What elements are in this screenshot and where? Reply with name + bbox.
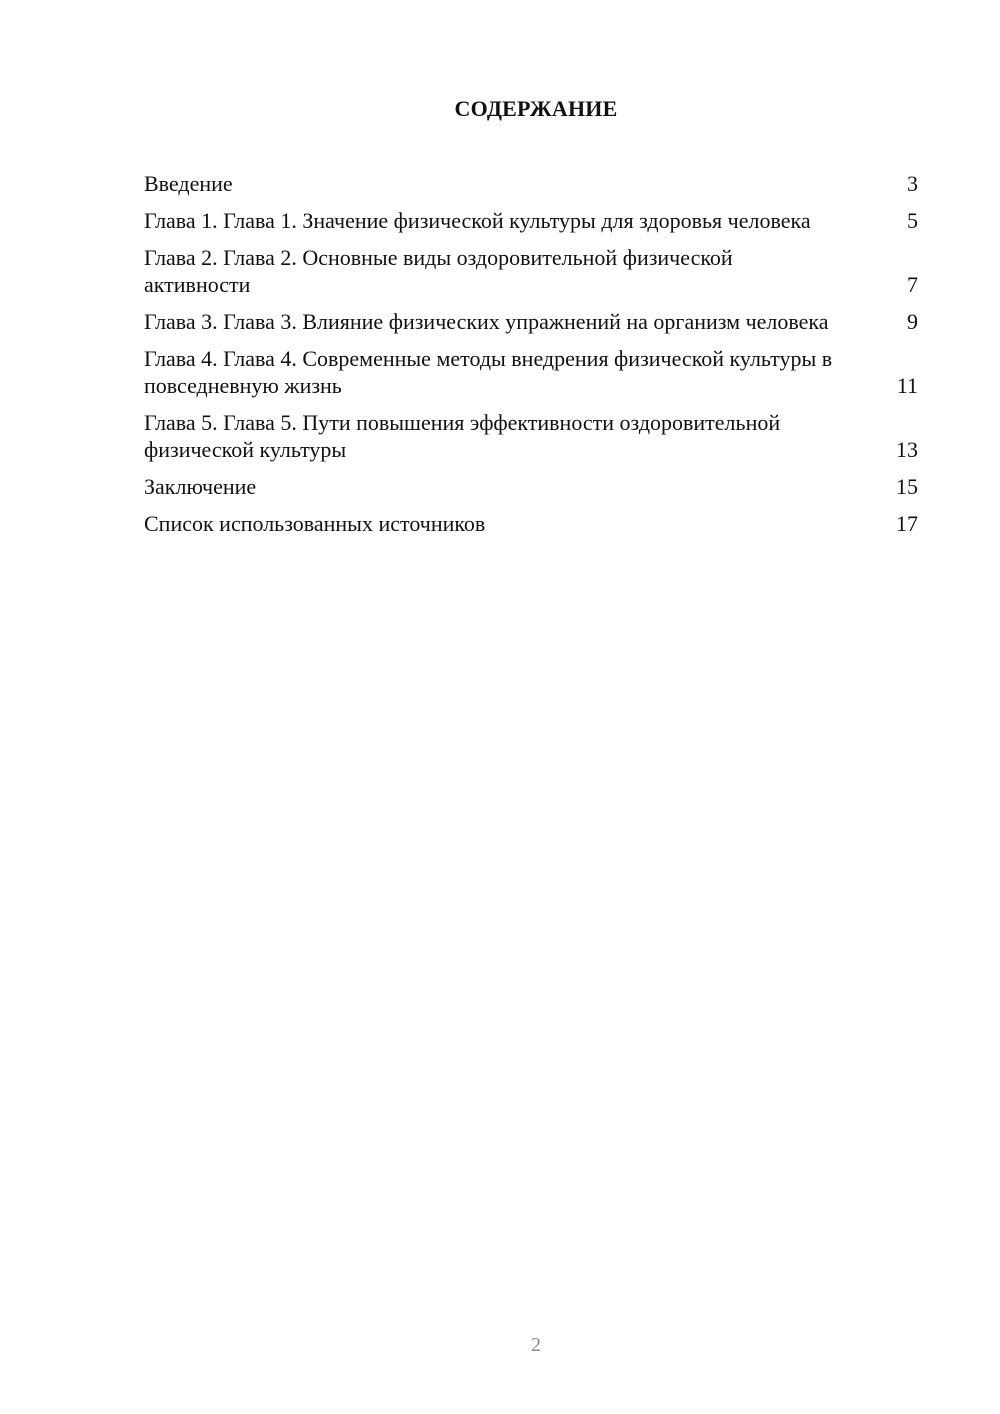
toc-entry-chapter-2 bbox=[144, 244, 918, 298]
toc-entry-page: 13 bbox=[896, 437, 918, 462]
toc-entry-introduction bbox=[144, 170, 918, 197]
toc-entry-chapter-4 bbox=[144, 345, 918, 399]
toc-entry-references bbox=[144, 510, 918, 537]
toc-entry-page: 5 bbox=[907, 208, 918, 233]
table-of-contents bbox=[144, 170, 918, 547]
toc-entry-text: Заключение bbox=[144, 474, 257, 499]
toc-entry-chapter-1 bbox=[144, 207, 918, 234]
toc-entry-text: Введение bbox=[144, 171, 233, 196]
toc-entry-text: Глава 2. Глава 2. Основные виды оздоровительной физической активности bbox=[144, 245, 733, 297]
page-number: 2 bbox=[531, 1334, 541, 1356]
toc-entry-text: Список использованных источников bbox=[144, 511, 486, 536]
toc-entry-text: Глава 5. Глава 5. Пути повышения эффективности оздоровительной физической культуры bbox=[144, 410, 781, 462]
toc-entry-text: Глава 3. Глава 3. Влияние физических упражнений на организм человека bbox=[144, 309, 829, 334]
toc-entry-text: Глава 1. Глава 1. Значение физической культуры для здоровья человека bbox=[144, 208, 811, 233]
page-title: СОДЕРЖАНИЕ bbox=[454, 96, 618, 121]
toc-entry-chapter-3 bbox=[144, 308, 918, 335]
toc-entry-page: 9 bbox=[907, 309, 918, 334]
toc-entry-page: 7 bbox=[907, 272, 918, 297]
toc-entry-chapter-5 bbox=[144, 409, 918, 463]
toc-entry-conclusion bbox=[144, 473, 918, 500]
toc-entry-text: Глава 4. Глава 4. Современные методы внедрения физической культуры в повседневную жизнь bbox=[144, 346, 833, 398]
toc-entry-page: 15 bbox=[896, 474, 918, 499]
toc-entry-page: 3 bbox=[907, 171, 918, 196]
toc-entry-page: 17 bbox=[896, 511, 918, 536]
toc-entry-page: 11 bbox=[896, 373, 918, 398]
